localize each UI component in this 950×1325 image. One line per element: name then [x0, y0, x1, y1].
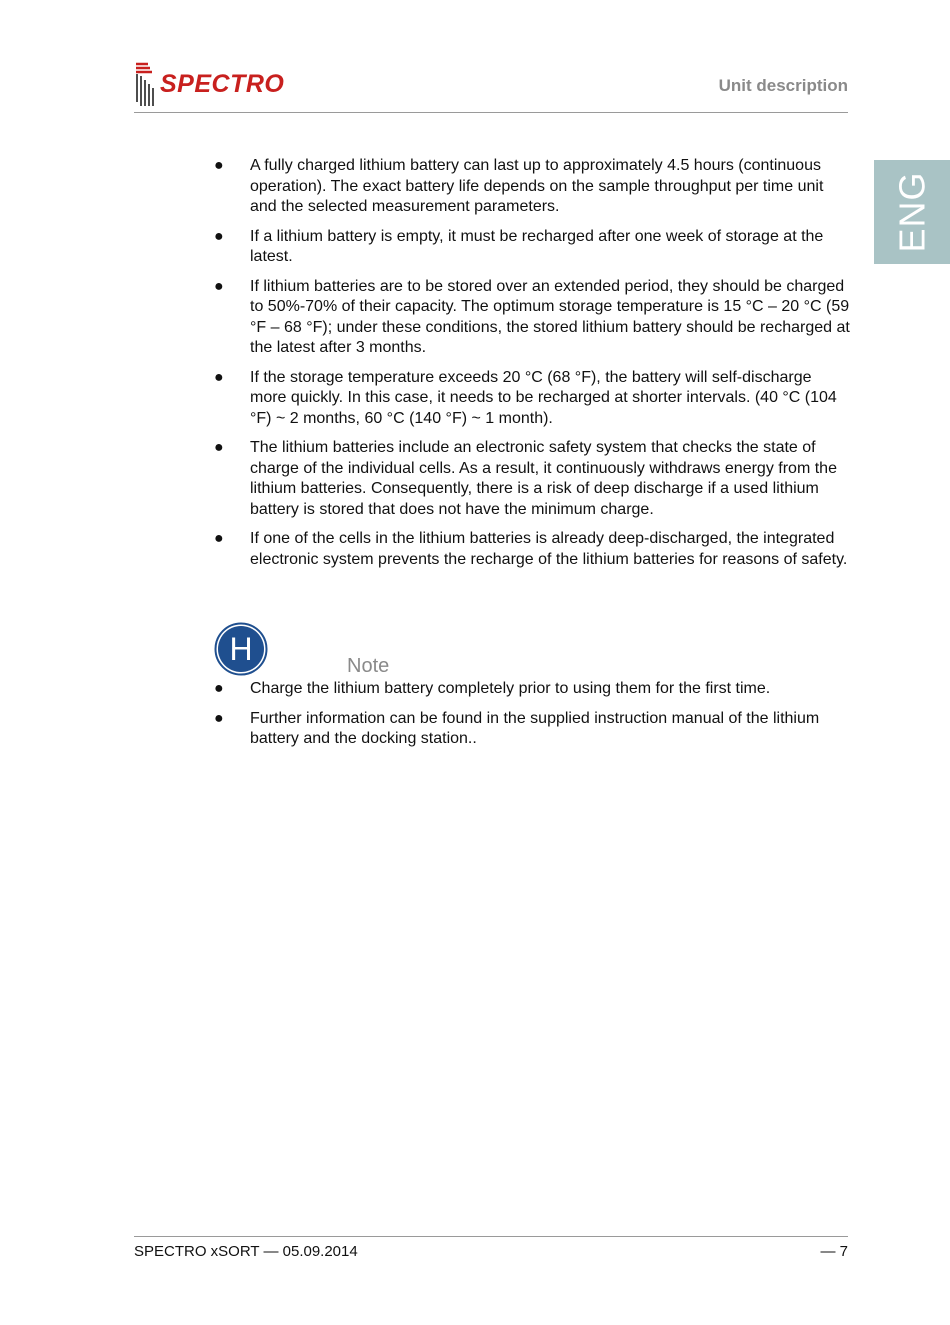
bullet-icon: ●	[214, 709, 224, 727]
list-item	[212, 277, 852, 359]
list-item-text: If the storage temperature exceeds 20 °C (68 °F), the battery will self-discharge more quickly. In this case, it needs to be recharged at shorter intervals. (40 °C (104 °F) ~ 2 months, 60 °C (140 °F) ~ 1 month).	[250, 368, 837, 427]
list-item	[212, 709, 852, 750]
list-item-text: The lithium batteries include an electronic safety system that checks the state of charge of the individual cells. As a result, it continuously withdraws energy from the lithium batteries. Consequently, there is a risk of deep discharge if a used lithium battery is stored that does not have the minimum charge.	[250, 439, 837, 518]
section-title: Unit description	[718, 76, 848, 95]
list-item	[212, 227, 852, 268]
language-tab[interactable]	[874, 160, 950, 264]
bullet-icon: ●	[214, 157, 224, 174]
list-item-text: If lithium batteries are to be stored over an extended period, they should be charged to 50%-70% of their capacity. The optimum storage temperature is 15 °C – 20 °C (59 °F – 68 °F); under these conditions, the stored lithium battery should be recharged at the latest after 3 months.	[250, 277, 850, 356]
list-item-text: A fully charged lithium battery can last up to approximately 4.5 hours (continuous operation). The exact battery life depends on the sample throughput per time unit and the selected measurement parameters.	[250, 157, 824, 215]
bullet-icon: ●	[214, 530, 224, 547]
list-item	[212, 156, 852, 218]
footer-divider	[134, 1236, 848, 1237]
footer-doc-info: SPECTRO xSORT — 05.09.2014	[134, 1243, 358, 1260]
list-item-text: Further information can be found in the supplied instruction manual of the lithium battery and the docking station..	[250, 709, 820, 747]
list-item-text: If a lithium battery is empty, it must be recharged after one week of storage at the latest.	[250, 227, 824, 265]
list-item	[212, 529, 852, 570]
page-number: — 7	[820, 1243, 848, 1260]
note-icon	[214, 622, 268, 676]
list-item-text: If one of the cells in the lithium batteries is already deep-discharged, the integrated electronic system prevents the recharge of the lithium batteries for reasons of safety.	[250, 530, 848, 568]
bullet-icon: ●	[214, 680, 224, 697]
spectro-logo	[134, 62, 294, 108]
note-bullet-list	[212, 679, 852, 759]
language-tab-label: ENG	[891, 171, 933, 253]
header-divider	[134, 112, 848, 113]
bullet-list	[212, 156, 852, 579]
bullet-icon: ●	[214, 277, 224, 295]
note-icon-letter: H	[229, 631, 253, 667]
bullet-icon: ●	[214, 368, 224, 386]
list-item-text: Charge the lithium battery completely prior to using them for the first time.	[250, 680, 771, 697]
list-item	[212, 679, 852, 700]
logo-text: SPECTRO	[160, 70, 285, 98]
list-item	[212, 438, 852, 520]
list-item	[212, 368, 852, 430]
bullet-icon: ●	[214, 439, 224, 456]
note-title: Note	[347, 655, 390, 677]
bullet-icon: ●	[214, 227, 224, 245]
